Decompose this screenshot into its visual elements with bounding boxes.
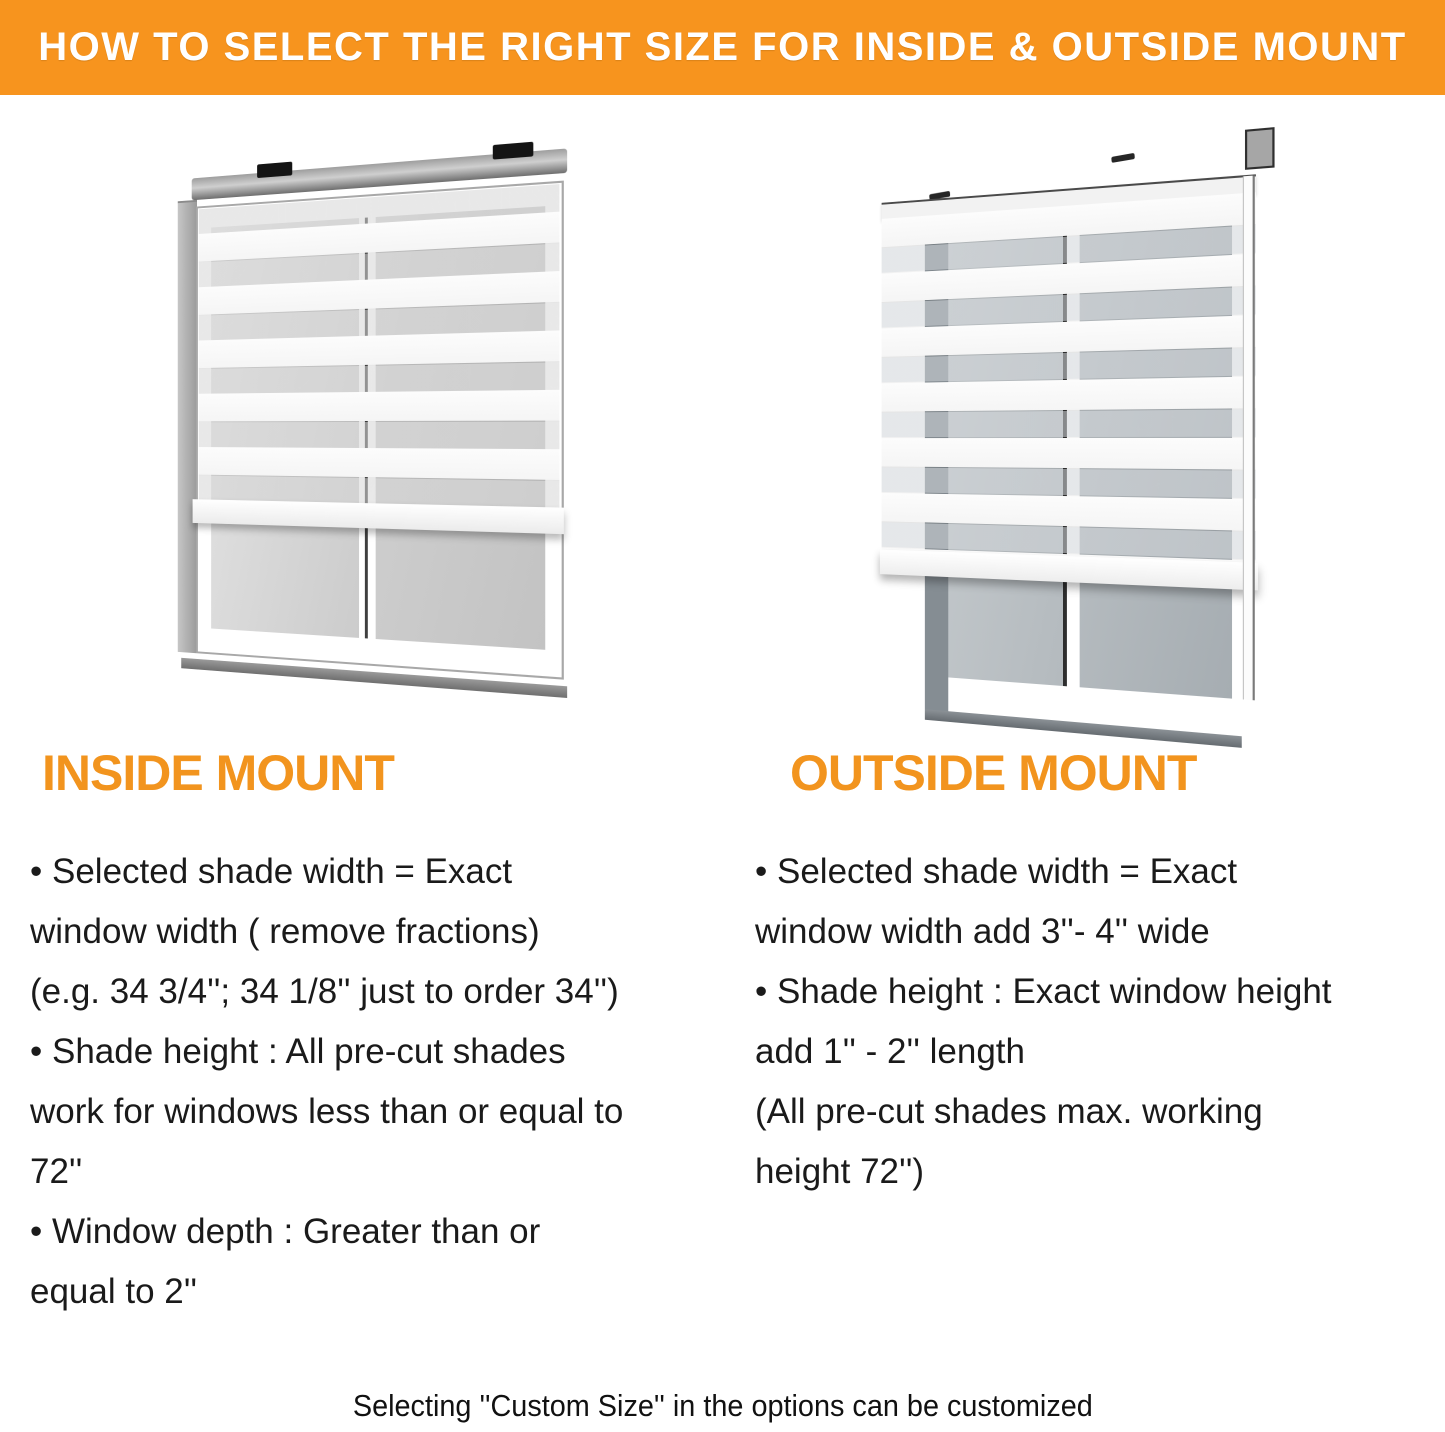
text-line: 72'' <box>30 1152 83 1191</box>
text-line: • Selected shade width = Exact <box>30 852 513 891</box>
text-line: (All pre-cut shades max. working <box>755 1092 1263 1131</box>
inside-mount-illustration <box>160 152 560 704</box>
zebra-shade <box>882 192 1256 564</box>
window-frame-left-jamb <box>178 200 197 653</box>
text-line: • Window depth : Greater than or <box>30 1212 541 1251</box>
page-title: HOW TO SELECT THE RIGHT SIZE FOR INSIDE & OUTSIDE MOUNT <box>38 25 1407 69</box>
outside-mount-illustration <box>858 140 1268 740</box>
text-line: • Selected shade width = Exact <box>755 852 1238 891</box>
mounting-bracket-icon <box>493 142 534 160</box>
outside-mount-scene <box>875 121 1276 760</box>
text-line: • Shade height : All pre-cut shades <box>30 1032 566 1071</box>
inside-mount-text <box>30 842 730 1322</box>
outside-mount-heading: OUTSIDE MOUNT <box>790 745 1197 801</box>
title-banner <box>0 0 1445 95</box>
mounting-bracket-icon <box>257 162 292 179</box>
headrail-end-cap <box>1245 127 1274 169</box>
text-line: height 72'') <box>755 1152 925 1191</box>
footer <box>0 1388 1445 1424</box>
text-line: add 1'' - 2'' length <box>755 1032 1025 1071</box>
text-line: (e.g. 34 3/4''; 34 1/8'' just to order 34'') <box>30 972 619 1011</box>
text-line: window width ( remove fractions) <box>30 912 540 951</box>
inside-mount-heading: INSIDE MOUNT <box>42 745 394 801</box>
custom-size-note: Selecting ''Custom Size'' in the options can be customized <box>352 1388 1093 1423</box>
text-line: work for windows less than or equal to <box>30 1092 624 1131</box>
text-line: • Shade height : Exact window height <box>755 972 1332 1011</box>
text-line: window width add 3''- 4'' wide <box>755 912 1210 951</box>
shade-side-channel <box>1242 176 1254 700</box>
outside-mount-text <box>755 842 1435 1202</box>
wall-screw-mark-icon <box>1111 153 1134 163</box>
inside-mount-scene <box>176 135 567 722</box>
text-line: equal to 2'' <box>30 1272 198 1311</box>
zebra-shade <box>199 184 559 512</box>
